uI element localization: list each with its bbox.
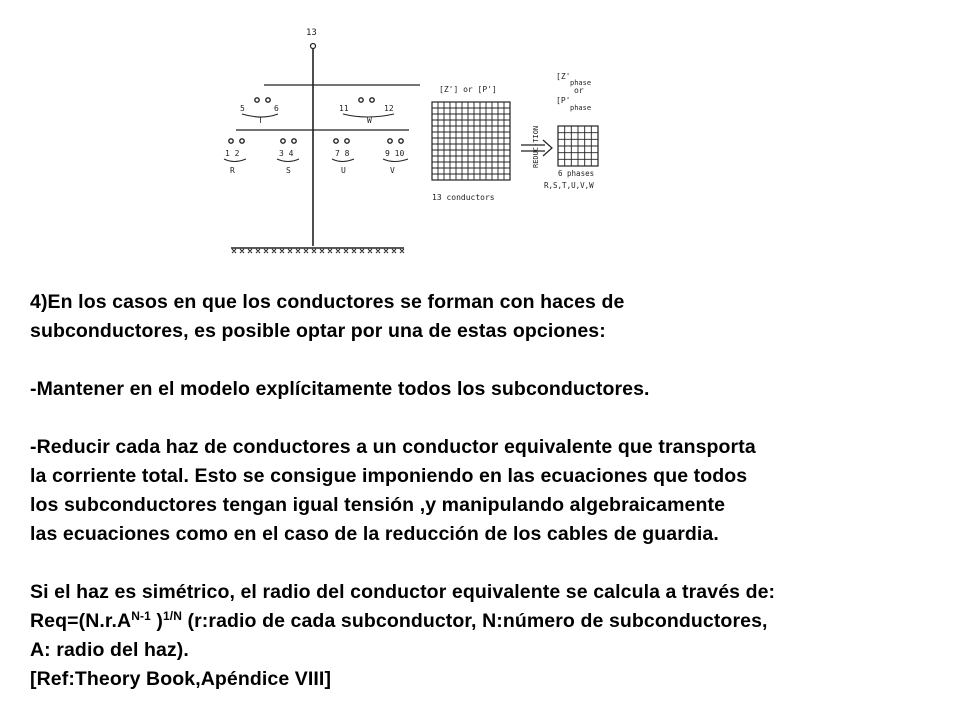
text-line: subconductores, es posible optar por una de estas opciones: (30, 320, 606, 342)
small-matrix-label-p-sub: phase (570, 104, 592, 112)
conductor-number: 6 (274, 104, 279, 113)
conductor-circle (399, 139, 403, 143)
phase-label: R (230, 166, 235, 175)
conductor-number: 3 4 (279, 149, 294, 158)
phase-label: U (341, 166, 346, 175)
conductor-circle (359, 98, 363, 102)
conductor-circle (281, 139, 285, 143)
conductor-circle (229, 139, 233, 143)
small-matrix-label-or: or (574, 86, 584, 95)
text-line: A: radio del haz). (30, 639, 189, 661)
phase-label: V (390, 166, 395, 175)
figure-drawing (222, 20, 608, 264)
conductor-number: 7 8 (335, 149, 350, 158)
text-line: 4)En los casos en que los conductores se forman con haces de (30, 291, 625, 313)
bundle-R (224, 139, 246, 175)
small-matrix-label-p: [P' (556, 96, 571, 105)
bundle-T (240, 98, 279, 125)
text-line: -Mantener en el modelo explícitamente todos los subconductores. (30, 378, 650, 400)
big-matrix-caption: 13 conductors (432, 193, 495, 202)
big-matrix-grid (432, 102, 510, 180)
conductor-reduction-figure (222, 20, 608, 264)
phase-label: W (367, 116, 372, 125)
bundle-brace (332, 159, 354, 162)
text-line: -Reducir cada haz de conductores a un conductor equivalente que transporta (30, 436, 756, 458)
formula-exponent: N-1 (131, 609, 151, 623)
conductor-circle (334, 139, 338, 143)
formula-line (30, 607, 950, 636)
bundle-brace (277, 159, 299, 162)
small-matrix-caption-names: R,S,T,U,V,W (544, 181, 594, 190)
small-matrix-label-z-sub: phase (570, 79, 592, 87)
ground-hatching (232, 249, 404, 253)
conductor-circle (240, 139, 244, 143)
conductor-number: 1 2 (225, 149, 240, 158)
bundle-U (332, 139, 354, 175)
ground-wire-circle (311, 44, 316, 49)
conductor-circle (388, 139, 392, 143)
text-line: las ecuaciones como en el caso de la reducción de los cables de guardia. (30, 523, 719, 545)
bundle-V (383, 139, 408, 175)
text-line: los subconductores tengan igual tensión ,y manipulando algebraicamente (30, 494, 726, 516)
conductor-number: 12 (384, 104, 394, 113)
formula-mid: ) (150, 610, 163, 632)
conductor-circle (255, 98, 259, 102)
bundle-W (339, 98, 394, 125)
bundle-S (277, 139, 299, 175)
body-text (30, 288, 950, 694)
conductor-number: 9 10 (385, 149, 405, 158)
tower-label: 13 (306, 28, 317, 38)
text-line: Si el haz es simétrico, el radio del conductor equivalente se calcula a través de: (30, 581, 776, 603)
bundle-brace (383, 159, 408, 162)
bundle-brace (224, 159, 246, 162)
formula-start: Req=(N.r.A (30, 610, 132, 632)
formula-exponent: 1/N (163, 609, 182, 623)
reduction-label: REDUC-TION (532, 125, 540, 168)
reduction-arrow-head (543, 140, 552, 156)
conductor-circle (345, 139, 349, 143)
small-matrix-caption-phases: 6 phases (558, 169, 595, 178)
conductor-circle (266, 98, 270, 102)
phase-label: S (286, 166, 291, 175)
big-matrix-label: [Z'] or [P'] (439, 85, 497, 94)
conductor-circle (370, 98, 374, 102)
text-line: la corriente total. Esto se consigue imponiendo en las ecuaciones que todos (30, 465, 748, 487)
reference: [Ref:Theory Book,Apéndice VIII] (30, 668, 332, 690)
conductor-number: 5 (240, 104, 245, 113)
small-matrix-grid (558, 126, 598, 166)
conductor-number: 11 (339, 104, 349, 113)
formula-rest: (r:radio de cada subconductor, N:número de subconductores, (181, 610, 768, 632)
phase-label: T (258, 116, 263, 125)
small-matrix-label-z: [Z' (556, 72, 571, 81)
conductor-circle (292, 139, 296, 143)
